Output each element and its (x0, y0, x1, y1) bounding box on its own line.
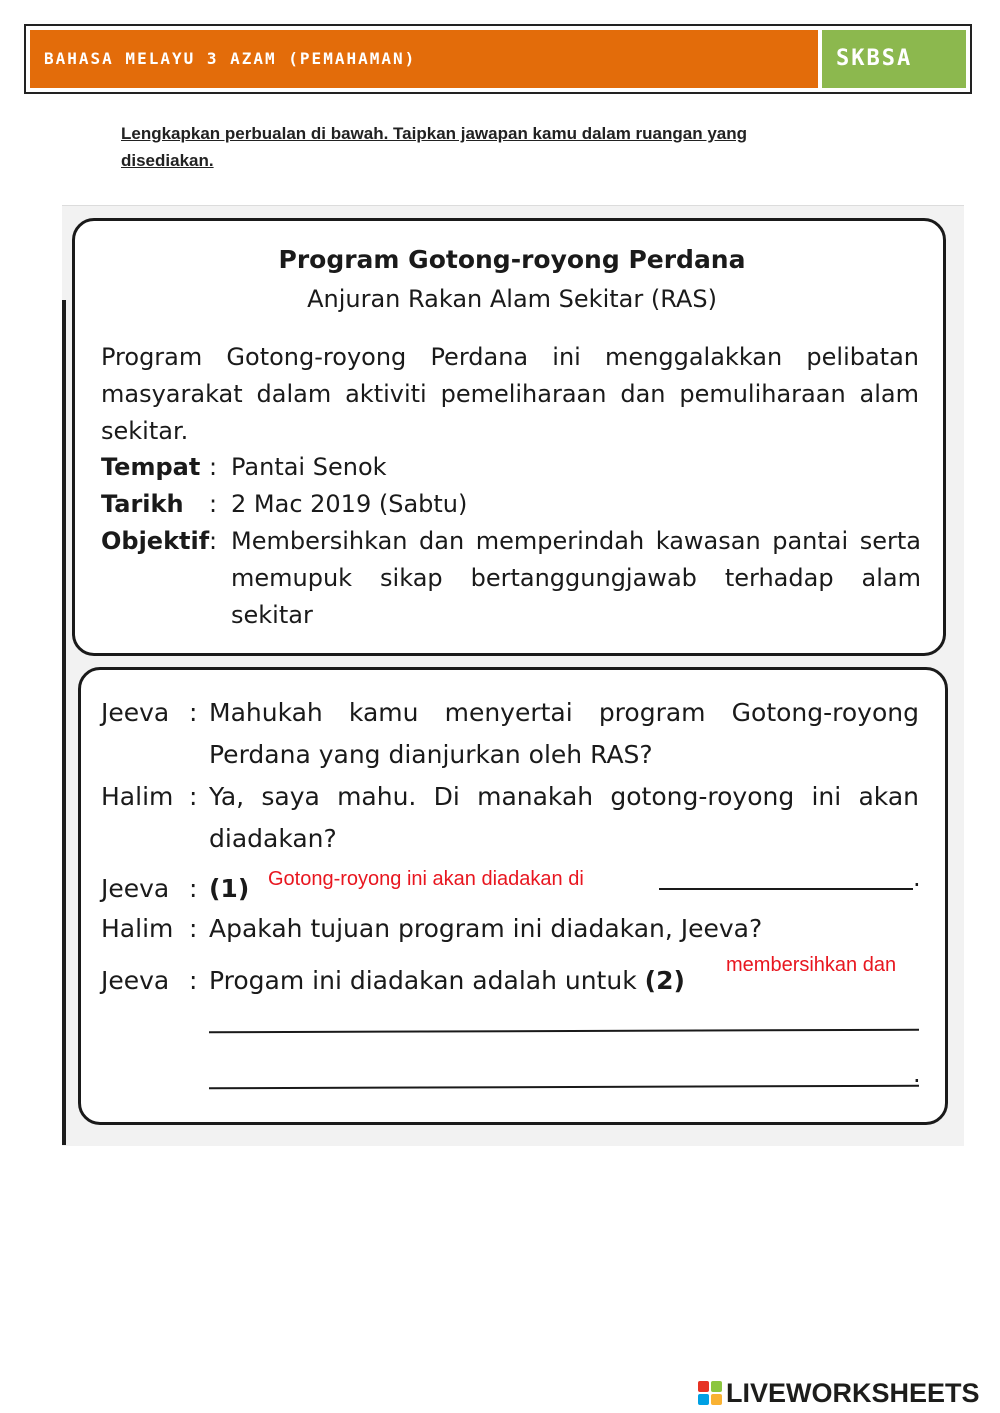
detail-label: Tempat (101, 453, 201, 481)
question-number-2: (2) (644, 966, 685, 995)
speaker-name: Jeeva (101, 874, 170, 903)
worksheet-title: BAHASA MELAYU 3 AZAM (PEMAHAMAN) (44, 49, 417, 68)
answer-line-2a (209, 1029, 919, 1033)
logo-square-green (711, 1381, 722, 1392)
program-description: Program Gotong-royong Perdana ini menggalakkan pelibatan masyarakat dalam aktiviti pemeliharaan dan pemuliharaan alam sekitar. (101, 343, 919, 445)
speaker-name: Jeeva (101, 966, 170, 995)
dialogue-colon: : (189, 914, 198, 943)
answer-line-1 (659, 888, 913, 890)
dialogue-colon: : (189, 966, 198, 995)
header-code-panel (822, 30, 966, 88)
dialogue-text: Mahukah kamu menyertai program Gotong-royong Perdana yang dianjurkan oleh RAS? (209, 698, 919, 769)
dialogue-text: Apakah tujuan program ini diadakan, Jeeva? (209, 914, 763, 943)
dialogue-text: Ya, saya mahu. Di manakah gotong-royong ini akan diadakan? (209, 782, 919, 853)
brand-name: LIVEWORKSHEETS (726, 1377, 980, 1408)
scan-edge-shadow (62, 300, 66, 1145)
program-subtitle: Anjuran Rakan Alam Sekitar (RAS) (307, 285, 717, 313)
detail-colon: : (209, 490, 218, 518)
program-notice-box (72, 218, 946, 656)
detail-colon: : (209, 527, 218, 555)
logo-square-blue (698, 1394, 709, 1405)
school-code: SKBSA (836, 46, 913, 71)
speaker-name: Jeeva (101, 698, 170, 727)
detail-label: Objektif (101, 527, 210, 555)
logo-square-yellow (711, 1394, 722, 1405)
speaker-name: Halim (101, 914, 174, 943)
answer-line-2b (209, 1085, 919, 1089)
dialogue-text (209, 960, 685, 1002)
header-title-panel (30, 30, 818, 88)
logo-square-red (698, 1381, 709, 1392)
period-mark: . (913, 864, 921, 892)
question-number-1: (1) (209, 874, 250, 903)
answer-field-2[interactable]: membersihkan dan (726, 954, 897, 976)
dialogue-colon: : (189, 782, 198, 811)
dialogue-box (78, 667, 948, 1125)
liveworksheets-logo-icon (698, 1381, 722, 1405)
detail-value: Pantai Senok (231, 453, 387, 481)
instruction-text: Lengkapkan perbualan di bawah. Taipkan jawapan kamu dalam ruangan yang disediakan. (121, 124, 748, 170)
answer-field-1[interactable]: Gotong-royong ini akan diadakan di (268, 868, 584, 890)
detail-label: Tarikh (101, 490, 184, 518)
header-banner (24, 24, 972, 94)
footer-brand (698, 1376, 980, 1410)
dialogue-colon: : (189, 698, 198, 727)
program-title: Program Gotong-royong Perdana (278, 245, 746, 274)
detail-value: Membersihkan dan memperindah kawasan pantai serta memupuk sikap bertanggungjawab terhadap alam sekitar (231, 527, 921, 629)
dialogue-text-content: Progam ini diadakan adalah untuk (209, 966, 637, 995)
speaker-name: Halim (101, 782, 174, 811)
dialogue-colon: : (189, 874, 198, 903)
detail-value: 2 Mac 2019 (Sabtu) (231, 490, 468, 518)
detail-colon: : (209, 453, 218, 481)
period-mark: . (913, 1060, 921, 1088)
